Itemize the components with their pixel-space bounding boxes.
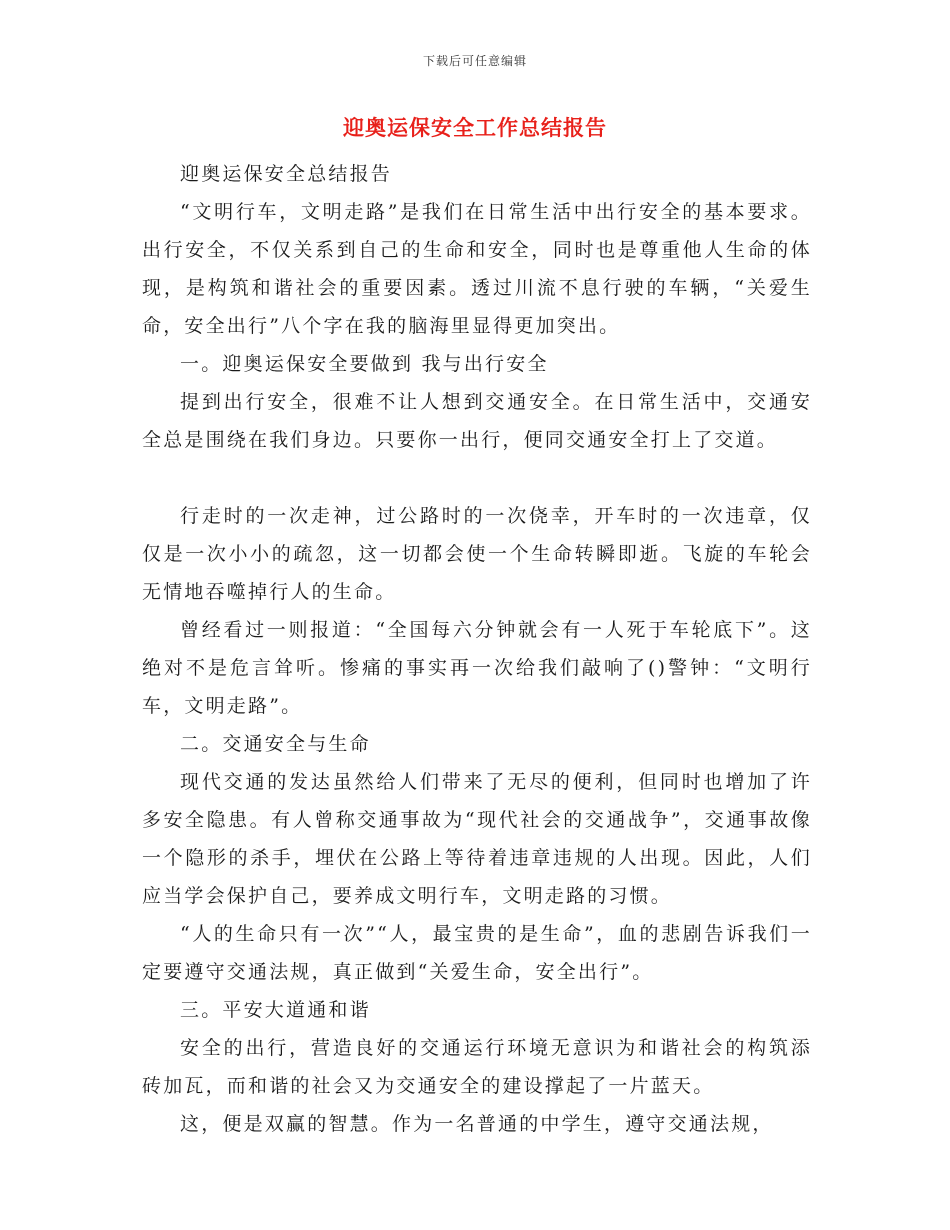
page-header: 下载后可任意编辑	[422, 54, 527, 68]
document-title: 迎奥运保安全工作总结报告	[343, 115, 607, 140]
section-heading-3: 三。平安大道通和谐	[180, 999, 371, 1021]
paragraph: 安全的出行，营造良好的交通运行环境无意识为和谐社会的构筑添砖加瓦，而和谐的社会又为交通安全的建设撑起了一片蓝天。	[142, 1037, 812, 1097]
paragraph: 曾经看过一则报道：“全国每六分钟就会有一人死于车轮底下”。这绝对不是危言耸听。惨痛的事实再一次给我们敲响了()警钟：“文明行车，文明走路”。	[142, 619, 812, 717]
paragraph: “文明行车，文明走路”是我们在日常生活中出行安全的基本要求。出行安全，不仅关系到自己的生命和安全，同时也是尊重他人生命的体现，是构筑和谐社会的重要因素。透过川流不息行驶的车辆，“关爱生命，安全出行”八个字在我的脑海里显得更加突出。	[142, 201, 812, 337]
section-heading-1: 一。迎奥运保安全要做到 我与出行安全	[180, 353, 549, 375]
paragraph: 这，便是双赢的智慧。作为一名普通的中学生，遵守交通法规，	[180, 1113, 774, 1135]
paragraph: 提到出行安全，很难不让人想到交通安全。在日常生活中，交通安全总是围绕在我们身边。只要你一出行，便同交通安全打上了交道。	[142, 391, 812, 451]
paragraph: 行走时的一次走神，过公路时的一次侥幸，开车时的一次违章，仅仅是一次小小的疏忽，这一切都会使一个生命转瞬即逝。飞旋的车轮会无情地吞噬掉行人的生命。	[142, 505, 812, 603]
blank-line	[142, 459, 812, 497]
paragraph: 现代交通的发达虽然给人们带来了无尽的便利，但同时也增加了许多安全隐患。有人曾称交通事故为“现代社会的交通战争”，交通事故像一个隐形的杀手，埋伏在公路上等待着违章违规的人出现。因此，人们应当学会保护自己，要养成文明行车，文明走路的习惯。	[142, 771, 812, 907]
paragraph: “人的生命只有一次”“人，最宝贵的是生命”，血的悲剧告诉我们一定要遵守交通法规，真正做到“关爱生命，安全出行”。	[142, 923, 812, 983]
paragraph-subtitle: 迎奥运保安全总结报告	[180, 163, 393, 185]
document-body	[142, 155, 812, 1143]
section-heading-2: 二。交通安全与生命	[180, 733, 371, 755]
